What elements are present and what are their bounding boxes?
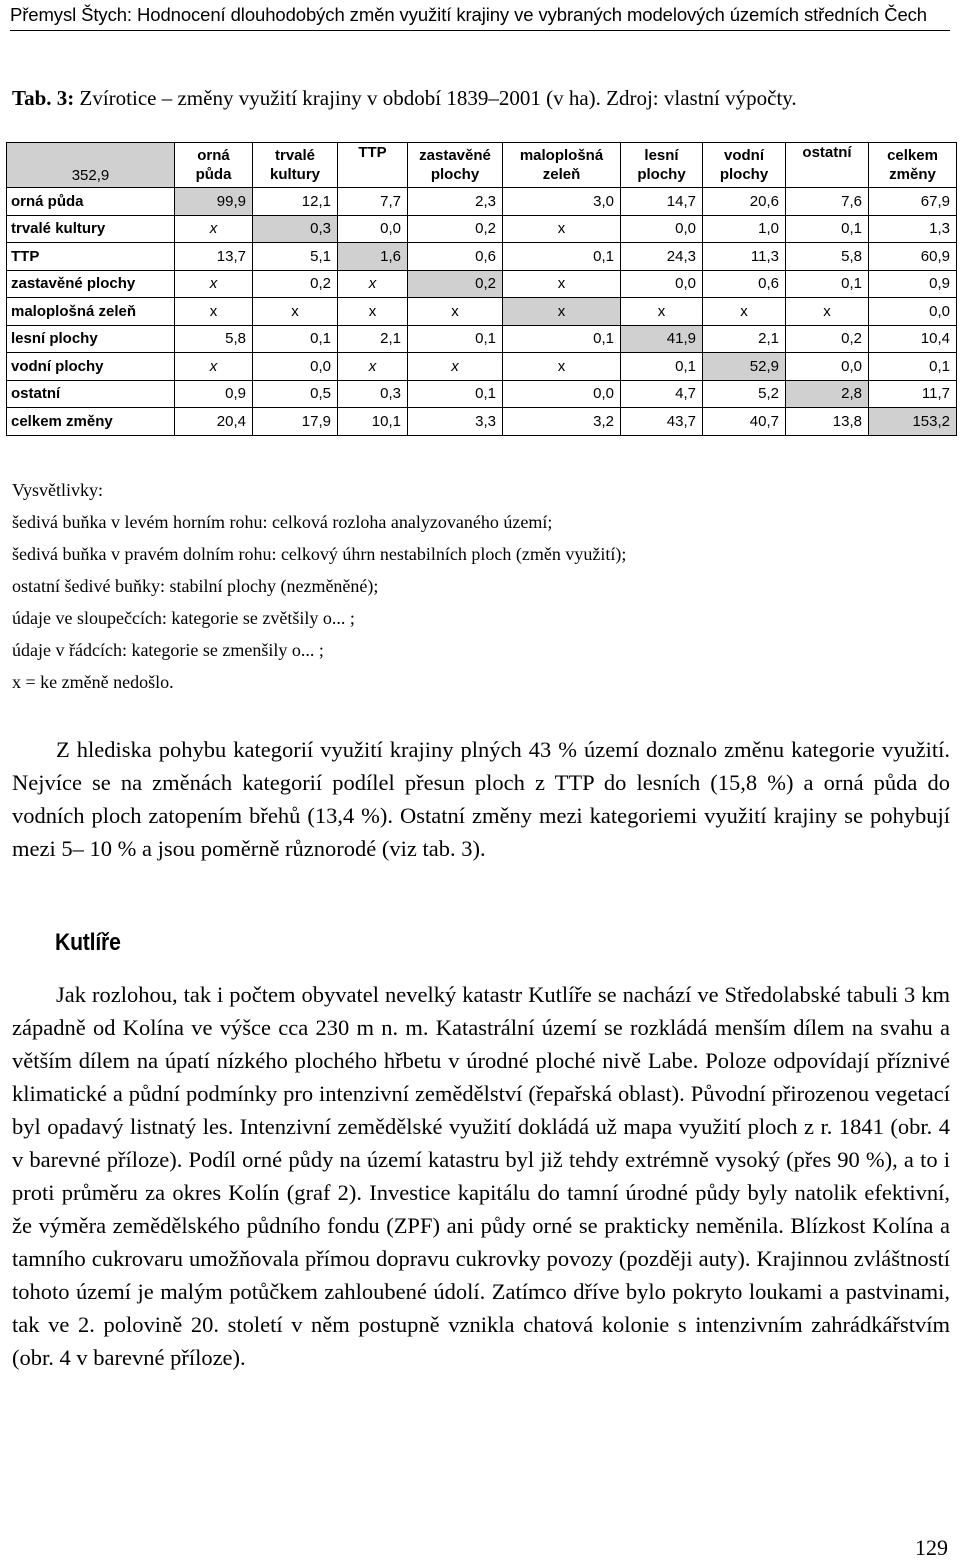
table-cell: 11,3 [703,243,786,271]
table-cell: x [408,353,503,381]
table-row [7,353,957,381]
table-cell: x [253,298,338,326]
col-header: TTP [338,143,408,188]
table-cell: x [503,270,621,298]
table-cell: x [408,298,503,326]
table-cell: 13,8 [786,408,869,436]
table-cell: 0,6 [408,243,503,271]
table-cell: 13,7 [175,243,253,271]
table-cell: 0,1 [621,353,703,381]
header-rule [10,30,950,31]
table-cell: 0,1 [503,325,621,353]
table-cell: 0,1 [408,380,503,408]
table-caption [12,86,797,111]
table-cell: x [175,215,253,243]
table-cell: 1,0 [703,215,786,243]
table-row [7,380,957,408]
table-cell: 12,1 [253,188,338,216]
table-cell: x [338,270,408,298]
col-header: zastavěné plochy [408,143,503,188]
legend [12,474,626,698]
row-label: vodní plochy [7,353,175,381]
table-row [7,298,957,326]
table-cell: 5,8 [175,325,253,353]
table-cell: 40,7 [703,408,786,436]
land-use-change-table [6,142,957,436]
col-header: celkem změny [869,143,957,188]
table-cell: 5,2 [703,380,786,408]
col-header: ostatní [786,143,869,188]
table-cell: 0,0 [786,353,869,381]
table-row [7,270,957,298]
table-cell: 0,9 [869,270,957,298]
body-paragraph: Z hlediska pohybu kategorií využití krajiny plných 43 % území doznalo změnu kategorie využití. Nejvíce se na změnách kategorií podílel přesun ploch z TTP do lesních (15,8 %) a orná půda do vodních ploch zatopením břehů (13,4 %). Ostatní změny mezi kategoriemi využití krajiny se pohybují mezi 5– 10 % a jsou poměrně různorodé (viz tab. 3). [12,737,950,861]
row-label: orná půda [7,188,175,216]
table-cell: 0,1 [786,270,869,298]
table-cell: x [503,353,621,381]
table-cell: 20,6 [703,188,786,216]
table-cell: 0,2 [253,270,338,298]
table-cell: x [503,215,621,243]
legend-line: ostatní šedivé buňky: stabilní plochy (nezměněné); [12,576,379,596]
table-row [7,408,957,436]
table-row [7,243,957,271]
legend-line: údaje ve sloupečcích: kategorie se zvětšily o... ; [12,608,355,628]
body-paragraph: Jak rozlohou, tak i počtem obyvatel nevelký katastr Kutlíře se nachází ve Středolabské tabuli 3 km západně od Kolína ve výšce cca 230 m n. m. Katastrální území se rozkládá menším dílem na svahu a větším dílem na úpatí nízkého plochého hřbetu v úrodné ploché nivě Labe. Poloze odpovídají příznivé klimatické a půdní podmínky pro intenzivní zemědělství (řepařská oblast). Původní přirozenou vegetací byl opadavý listnatý les. Intenzivní zemědělské využití dokládá už mapa využití ploch z r. 1841 (obr. 4 v barevné příloze). Podíl orné půdy na území katastru byl již tehdy extrémně vysoký (přes 90 %), a to i proti průměru za okres Kolín (graf 2). Investice kapitálu do tamní úrodné půdy byly natolik efektivní, že výměra zemědělského půdního fondu (ZPF) ani půdy orné se prakticky neměnila. Blízkost Kolína a tamního cukrovaru umožňovala přímou dopravu cukrovky povozy (později auty). Krajinnou zvláštností tohoto území je malým potůčkem zahloubené údolí. Zatímco dříve bylo pokryto loukami a pastvinami, tak ve 2. polovině 20. století v něm postupně vznikla chatová kolonie s intenzivním zahrádkářstvím (obr. 4 v barevné příloze). [12,982,950,1370]
table-cell: 153,2 [869,408,957,436]
table-cell: 2,1 [703,325,786,353]
table-cell: x [175,270,253,298]
table-cell: 0,6 [703,270,786,298]
table-cell: 0,2 [408,270,503,298]
col-header: trvalé kultury [253,143,338,188]
table-cell: 7,6 [786,188,869,216]
row-label: zastavěné plochy [7,270,175,298]
table-cell: 0,0 [338,215,408,243]
table-cell: 60,9 [869,243,957,271]
table-cell: 0,5 [253,380,338,408]
table-cell: x [338,353,408,381]
table-cell: 2,3 [408,188,503,216]
col-header: vodní plochy [703,143,786,188]
table-cell: 5,8 [786,243,869,271]
table-cell: 2,1 [338,325,408,353]
table-cell: 10,4 [869,325,957,353]
table-cell: 3,3 [408,408,503,436]
table-cell: 0,3 [253,215,338,243]
table-cell: 7,7 [338,188,408,216]
row-label: maloplošná zeleň [7,298,175,326]
table-cell: 4,7 [621,380,703,408]
table-cell: 0,0 [869,298,957,326]
table-cell: 17,9 [253,408,338,436]
row-label: celkem změny [7,408,175,436]
table-cell: x [175,353,253,381]
row-label: TTP [7,243,175,271]
table-cell: 20,4 [175,408,253,436]
table-cell: x [175,298,253,326]
table-cell: 0,9 [175,380,253,408]
table-cell: 0,3 [338,380,408,408]
page-number: 129 [915,1535,948,1560]
table-row [7,215,957,243]
table-caption-label: Tab. 3: [12,86,75,110]
table-cell: 0,2 [408,215,503,243]
table-cell: 0,1 [253,325,338,353]
legend-line: šedivá buňka v pravém dolním rohu: celkový úhrn nestabilních ploch (změn využití); [12,544,627,564]
table-cell: 2,8 [786,380,869,408]
table-cell: 0,0 [253,353,338,381]
table-cell: 10,1 [338,408,408,436]
legend-line: údaje v řádcích: kategorie se zmenšily o... ; [12,640,324,660]
table-cell: 24,3 [621,243,703,271]
running-header: Přemysl Štych: Hodnocení dlouhodobých změn využití krajiny ve vybraných modelových územích středních Čech [10,4,927,25]
table-cell: 3,0 [503,188,621,216]
table-cell: 52,9 [703,353,786,381]
row-label: trvalé kultury [7,215,175,243]
col-header: lesní plochy [621,143,703,188]
table-cell: x [703,298,786,326]
legend-line: šedivá buňka v levém horním rohu: celková rozloha analyzovaného území; [12,512,553,532]
legend-line: x = ke změně nedošlo. [12,672,174,692]
col-header: orná půda [175,143,253,188]
table-cell: 0,0 [503,380,621,408]
table-row [7,325,957,353]
corner-cell-total-area: 352,9 [7,143,175,188]
table-cell: 3,2 [503,408,621,436]
table-cell: 0,1 [869,353,957,381]
table-cell: 0,0 [621,270,703,298]
table-cell: 41,9 [621,325,703,353]
col-header: maloplošná zeleň [503,143,621,188]
table-cell: x [786,298,869,326]
table-cell: 67,9 [869,188,957,216]
table-cell: 99,9 [175,188,253,216]
section-heading: Kutlíře [55,929,121,956]
table-cell: 0,1 [408,325,503,353]
table-cell: x [338,298,408,326]
table-row [7,188,957,216]
legend-title: Vysvětlivky: [12,480,104,500]
table-caption-text: Zvírotice – změny využití krajiny v období 1839–2001 (v ha). Zdroj: vlastní výpočty. [74,86,797,110]
table-header-row [7,143,957,188]
row-label: lesní plochy [7,325,175,353]
table-cell: 43,7 [621,408,703,436]
row-label: ostatní [7,380,175,408]
table-cell: x [621,298,703,326]
table-cell: x [503,298,621,326]
table-cell: 1,6 [338,243,408,271]
table-cell: 0,2 [786,325,869,353]
table-cell: 5,1 [253,243,338,271]
table-cell: 1,3 [869,215,957,243]
table-cell: 0,0 [621,215,703,243]
table-cell: 11,7 [869,380,957,408]
table-cell: 0,1 [503,243,621,271]
table-cell: 0,1 [786,215,869,243]
table-cell: 14,7 [621,188,703,216]
